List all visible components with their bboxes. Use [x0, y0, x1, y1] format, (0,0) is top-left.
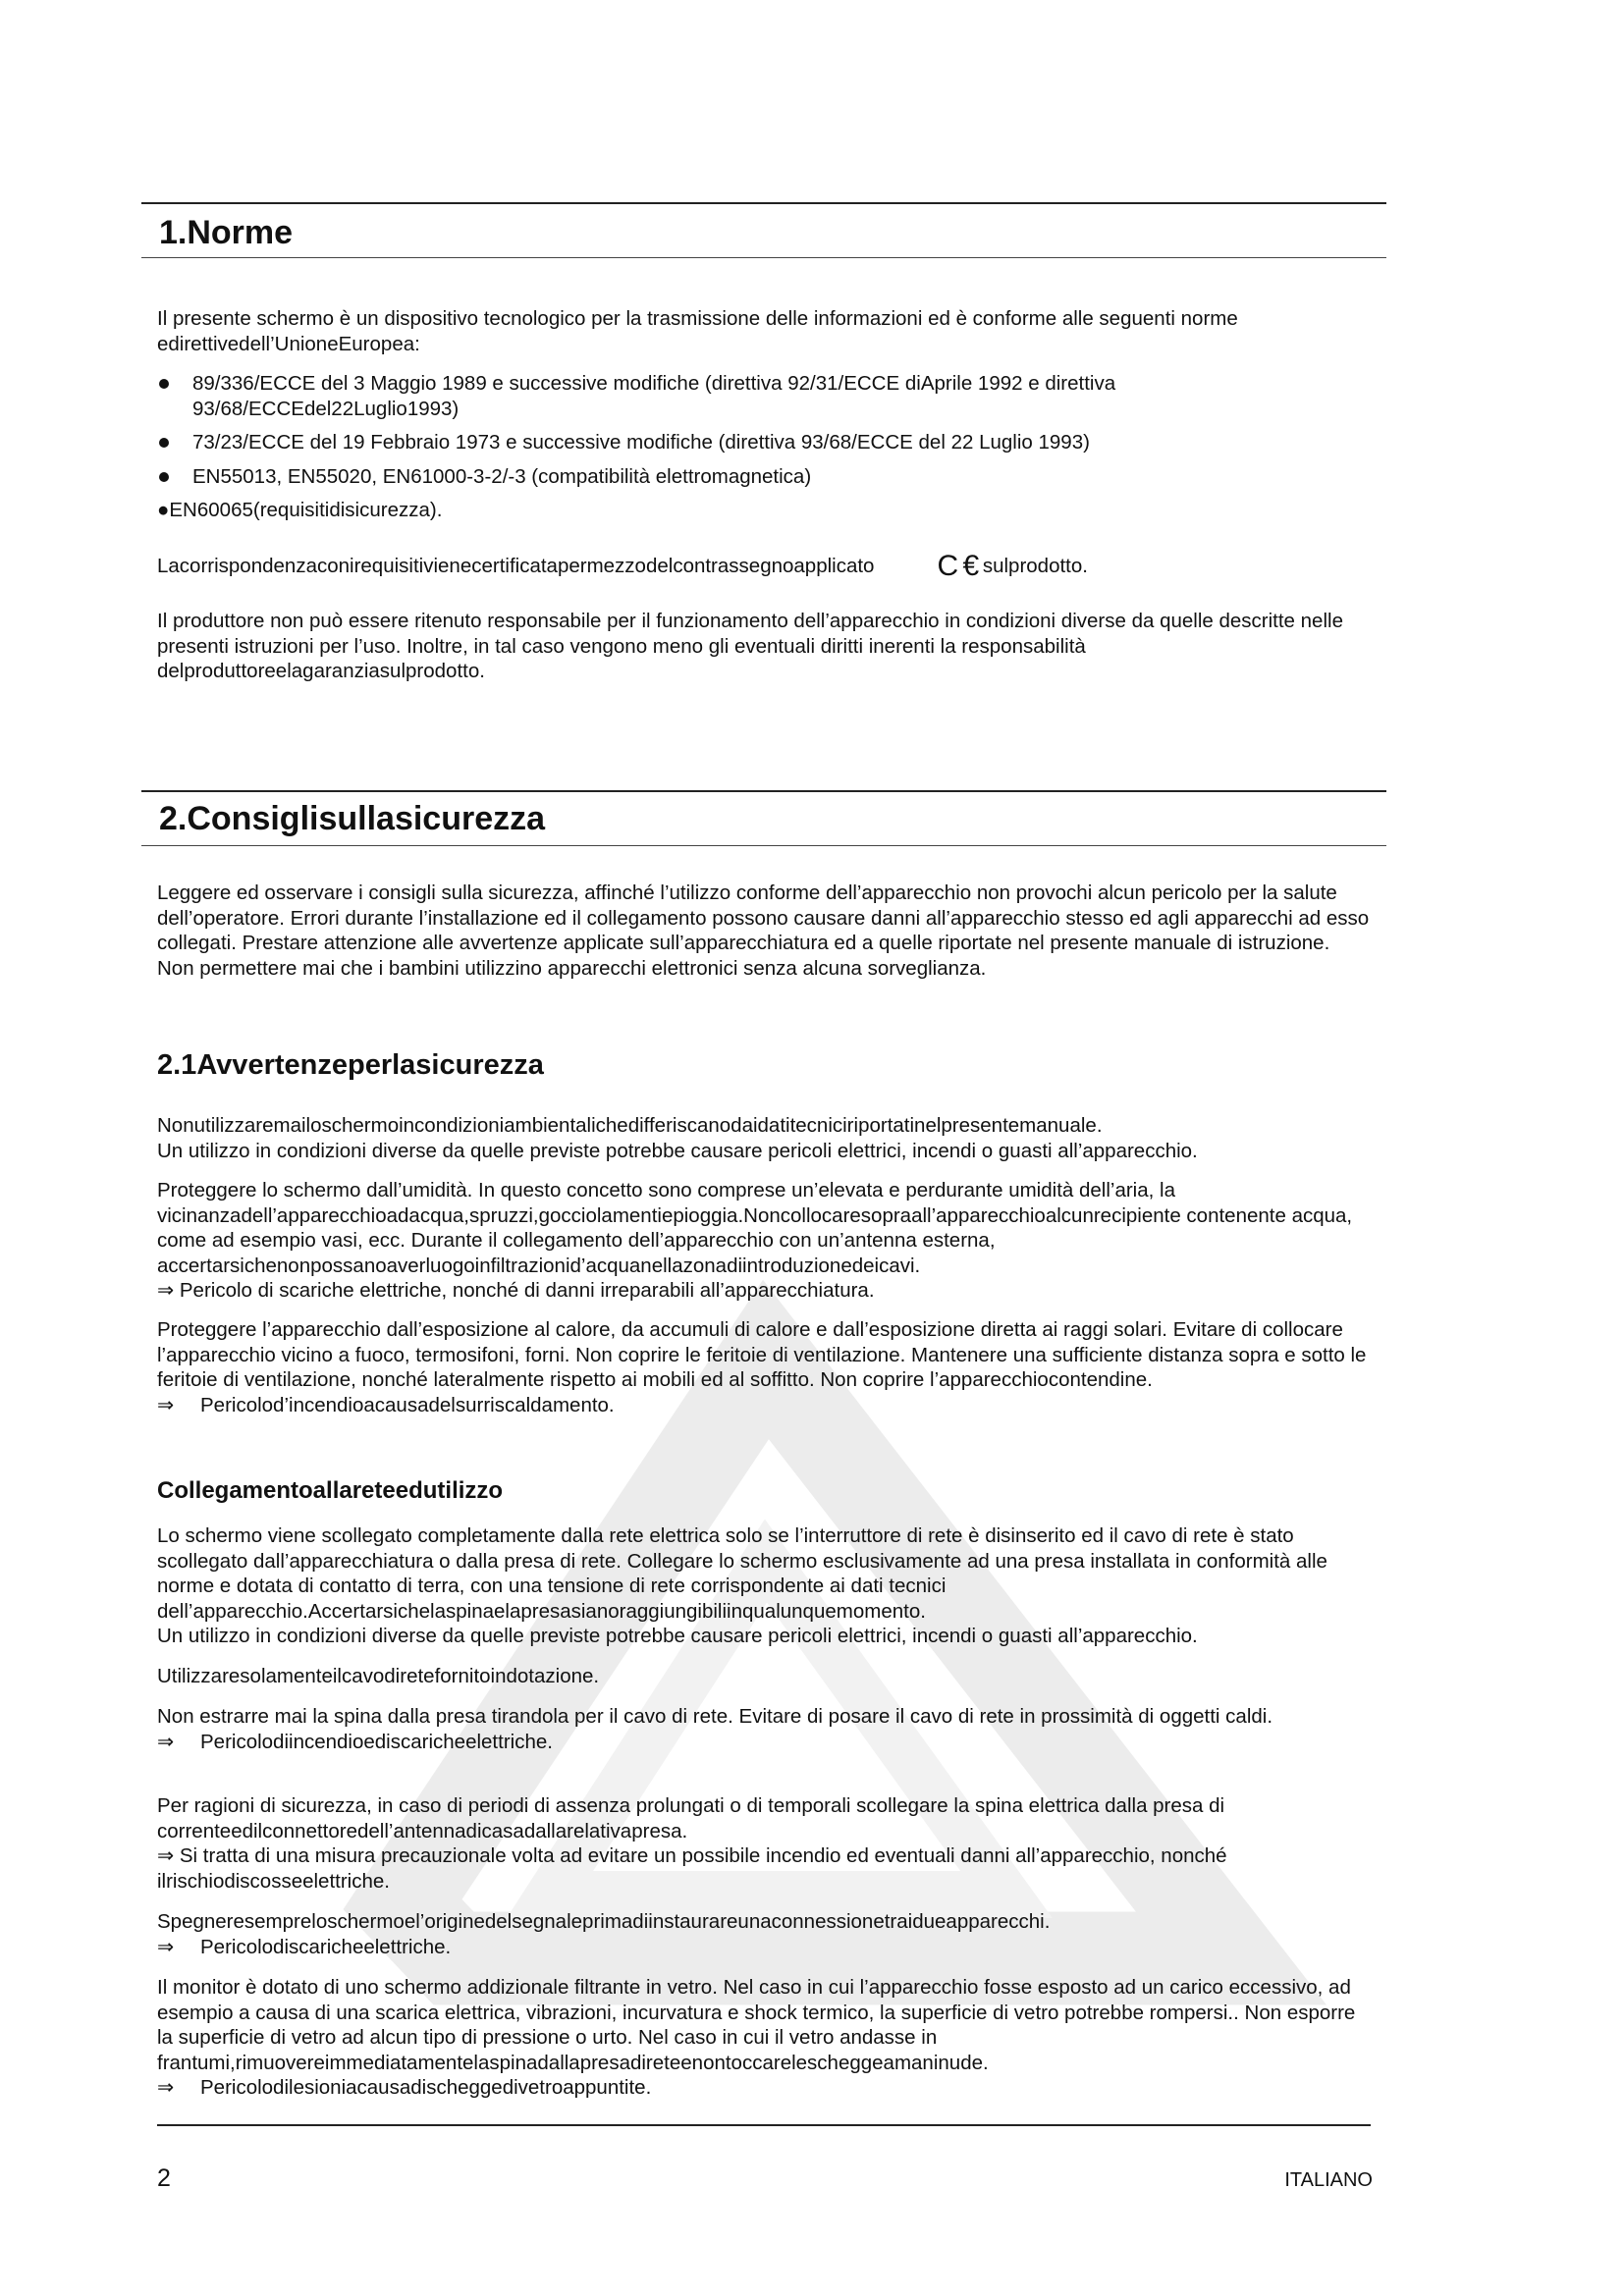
bullet-icon: [159, 379, 169, 389]
section-2-intro-text: Leggere ed osservare i consigli sulla sicurezza, affinché l’utilizzo conforme dell’apparecchio non provochi alcun pericolo per la salute dell’operatore. Errori durante l’installazione ed il collegamento possono causare danni all’apparecchio stesso ed agli apparecchi ad esso collegati. Prestare attenzione alle avvertenze applicate sull’apparecchiatura ed a quelle riportate nel presente manuale di istruzione. Non permettere mai che i bambini utilizzino apparecchi elettronici senza alcuna sorveglianza.: [157, 881, 1370, 980]
arrow-icon: ⇒: [157, 1935, 175, 1958]
liability-paragraph: [157, 609, 1371, 684]
list-item-text: 89/336/ECCE del 3 Maggio 1989 e successive modifiche (direttiva 92/31/ECCE diAprile 1992 e direttiva 93/68/ECCEdel22Luglio1993): [192, 372, 1116, 420]
paragraph-text: Un utilizzo in condizioni diverse da quelle previste potrebbe causare pericoli elettrici, incendi o guasti all’apparecchio.: [157, 1139, 1198, 1162]
paragraph-text: Non estrarre mai la spina dalla presa tirandola per il cavo di rete. Evitare di posare il cavo di rete in prossimità di oggetti caldi.: [157, 1705, 1273, 1728]
paragraph-text: Spegneresempreloschermoel’originedelsegnaleprimadiinstaurareunaconnessionetraidueapparecchi.: [157, 1910, 1051, 1933]
arrow-icon: ⇒: [157, 1730, 175, 1753]
collegamento-p6: [157, 1975, 1371, 2101]
ce-statement-text: Lacorrispondenzaconirequisitivienecertificatapermezzodelcontrassegnoapplicato: [157, 555, 875, 577]
ce-mark-icon: C €: [937, 550, 978, 582]
paragraph-text: Il monitor è dotato di uno schermo addizionale filtrante in vetro. Nel caso in cui l’apparecchio fosse esposto ad un carico eccessivo, ad esempio a causa di una scarica elettrica, vibrazioni, incurvatura e shock termico, la superficie di vetro potrebbe rompersi.. Non esporre la superficie di vetro ad alcun tipo di pressione o urto. Nel caso in cui il vetro andasse in frantumi,rimuovereimmediatamentelaspinadallapresadireteenontoccarelescheggeamaninude.: [157, 1976, 1356, 2074]
section-1-intro-text: Il presente schermo è un dispositivo tecnologico per la trasmissione delle informazioni ed è conforme alle seguenti norme edirettivedell’UnioneEuropea:: [157, 307, 1238, 355]
ce-statement-suffix: sulprodotto.: [982, 555, 1088, 577]
liability-text: Il produttore non può essere ritenuto responsabile per il funzionamento dell’apparecchio in condizioni diverse da quelle descritte nelle presenti istruzioni per l’uso. Inoltre, in tal caso vengono meno gli eventuali diritti inerenti la responsabilità delproduttoreelagaranziasulprodotto.: [157, 610, 1343, 682]
section-2-intro: [157, 881, 1371, 981]
bullet-icon: [159, 438, 169, 448]
list-item-text: EN55013, EN55020, EN61000-3-2/-3 (compatibilità elettromagnetica): [192, 464, 812, 488]
warning-consequence: ⇒ Pericolo di scariche elettriche, nonché di danni irreparabili all’apparecchiatura.: [157, 1279, 875, 1302]
language-label: ITALIANO: [1284, 2169, 1373, 2191]
section-1-title: 1.Norme: [159, 214, 294, 251]
paragraph-text: Lo schermo viene scollegato completamente dalla rete elettrica solo se l’interruttore di rete è disinserito ed il cavo di rete è stato scollegato dall’apparecchiatura o dalla presa di rete. Collegare lo schermo esclusivamente ad una presa installata in conformità alle norme e dotata di contatto di terra, con una tensione di rete corrispondente ai dati tecnici dell’apparecchio.Accertarsichelaspinaelapresasianoraggiungibiliinqualunquemomento.: [157, 1524, 1327, 1623]
collegamento-p5: [157, 1909, 1371, 1959]
list-item: [157, 464, 1371, 490]
collegamento-p4: [157, 1793, 1371, 1894]
section-2-title: 2.Consiglisullasicurezza: [159, 800, 546, 837]
warning-consequence: [157, 2075, 1371, 2101]
collegamento-p3: [157, 1704, 1371, 1754]
collegamento-p1: [157, 1523, 1371, 1649]
section-1-intro: [157, 306, 1371, 356]
paragraph-text: Un utilizzo in condizioni diverse da quelle previste potrebbe causare pericoli elettrici, incendi o guasti all’apparecchio.: [157, 1625, 1198, 1647]
paragraph-text: Utilizzaresolamenteilcavodiretefornitoindotazione.: [157, 1665, 600, 1687]
page-number: 2: [157, 2164, 171, 2192]
collegamento-p2: [157, 1664, 1371, 1689]
section-2-header: [141, 790, 1386, 846]
warning-text: Pericolod’incendioacausadelsurriscaldamento.: [200, 1393, 615, 1416]
warning-consequence: ⇒ Si tratta di una misura precauzionale volta ad evitare un possibile incendio ed eventuali danni all’apparecchio, nonché ilrischiodiscosseelettriche.: [157, 1844, 1227, 1893]
ce-statement: [157, 550, 1371, 582]
paragraph-text: Per ragioni di sicurezza, in caso di periodi di assenza prolungati o di temporali scollegare la spina elettrica dalla presa di correnteedilconnettoredell’antennadicasadallarelativapresa.: [157, 1794, 1225, 1842]
footer-divider: [157, 2124, 1371, 2126]
ce-statement-line: [157, 550, 1371, 582]
section-2-1-p3: [157, 1317, 1371, 1417]
warning-text: Pericolodiscaricheelettriche.: [200, 1935, 452, 1958]
section-1-header: [141, 202, 1386, 258]
section-2-1-title: 2.1Avvertenzeperlasicurezza: [157, 1049, 544, 1081]
warning-consequence: [157, 1730, 1371, 1755]
list-item: [157, 371, 1371, 421]
warning-consequence: [157, 1393, 1371, 1418]
section-2-1-p1: [157, 1113, 1371, 1163]
warning-consequence: [157, 1935, 1371, 1960]
list-item-last: ●EN60065(requisitidisicurezza).: [157, 499, 443, 521]
paragraph-text: Nonutilizzaremailoschermoincondizioniambientalichedifferiscanodaidatitecniciriportatinelpresentemanuale.: [157, 1114, 1103, 1137]
list-item: [157, 430, 1371, 455]
norms-list: [157, 371, 1371, 523]
collegamento-title: Collegamentoallareteedutilizzo: [157, 1477, 504, 1504]
section-2-1-p2: [157, 1178, 1371, 1304]
warning-text: Pericolodiincendioediscaricheelettriche.: [200, 1730, 553, 1753]
paragraph-text: Proteggere lo schermo dall’umidità. In questo concetto sono comprese un’elevata e perdurante umidità dell’aria, la vicinanzadell’apparecchioadacqua,spruzzi,gocciolamentiepioggia.Noncollocaresopraall’apparecchioalcunrecipiente contenente acqua, come ad esempio vasi, ecc. Durante il collegamento dell’apparecchio con un’antenna esterna, accertarsichenonpossanoaverluogoinfiltrazionid’acquanellazonadiintroduzionedeicavi.: [157, 1179, 1353, 1277]
warning-text: Pericolodilesioniacausadischeggedivetroappuntite.: [200, 2076, 652, 2099]
arrow-icon: ⇒: [157, 1393, 175, 1416]
arrow-icon: ⇒: [157, 2076, 175, 2099]
paragraph-text: Proteggere l’apparecchio dall’esposizione al calore, da accumuli di calore e dall’esposizione diretta ai raggi solari. Evitare di collocare l’apparecchio vicino a fuoco, termosifoni, forni. Non coprire le feritoie di ventilazione. Mantenere una sufficiente distanza sopra e sotto le feritoie di ventilazione, nonché lateralmente rispetto ai mobili ed al soffitto. Non coprire l’apparecchiocontendine.: [157, 1318, 1367, 1391]
bullet-icon: [159, 472, 169, 482]
list-item-text: 73/23/ECCE del 19 Febbraio 1973 e successive modifiche (direttiva 93/68/ECCE del 22 Luglio 1993): [192, 431, 1090, 454]
